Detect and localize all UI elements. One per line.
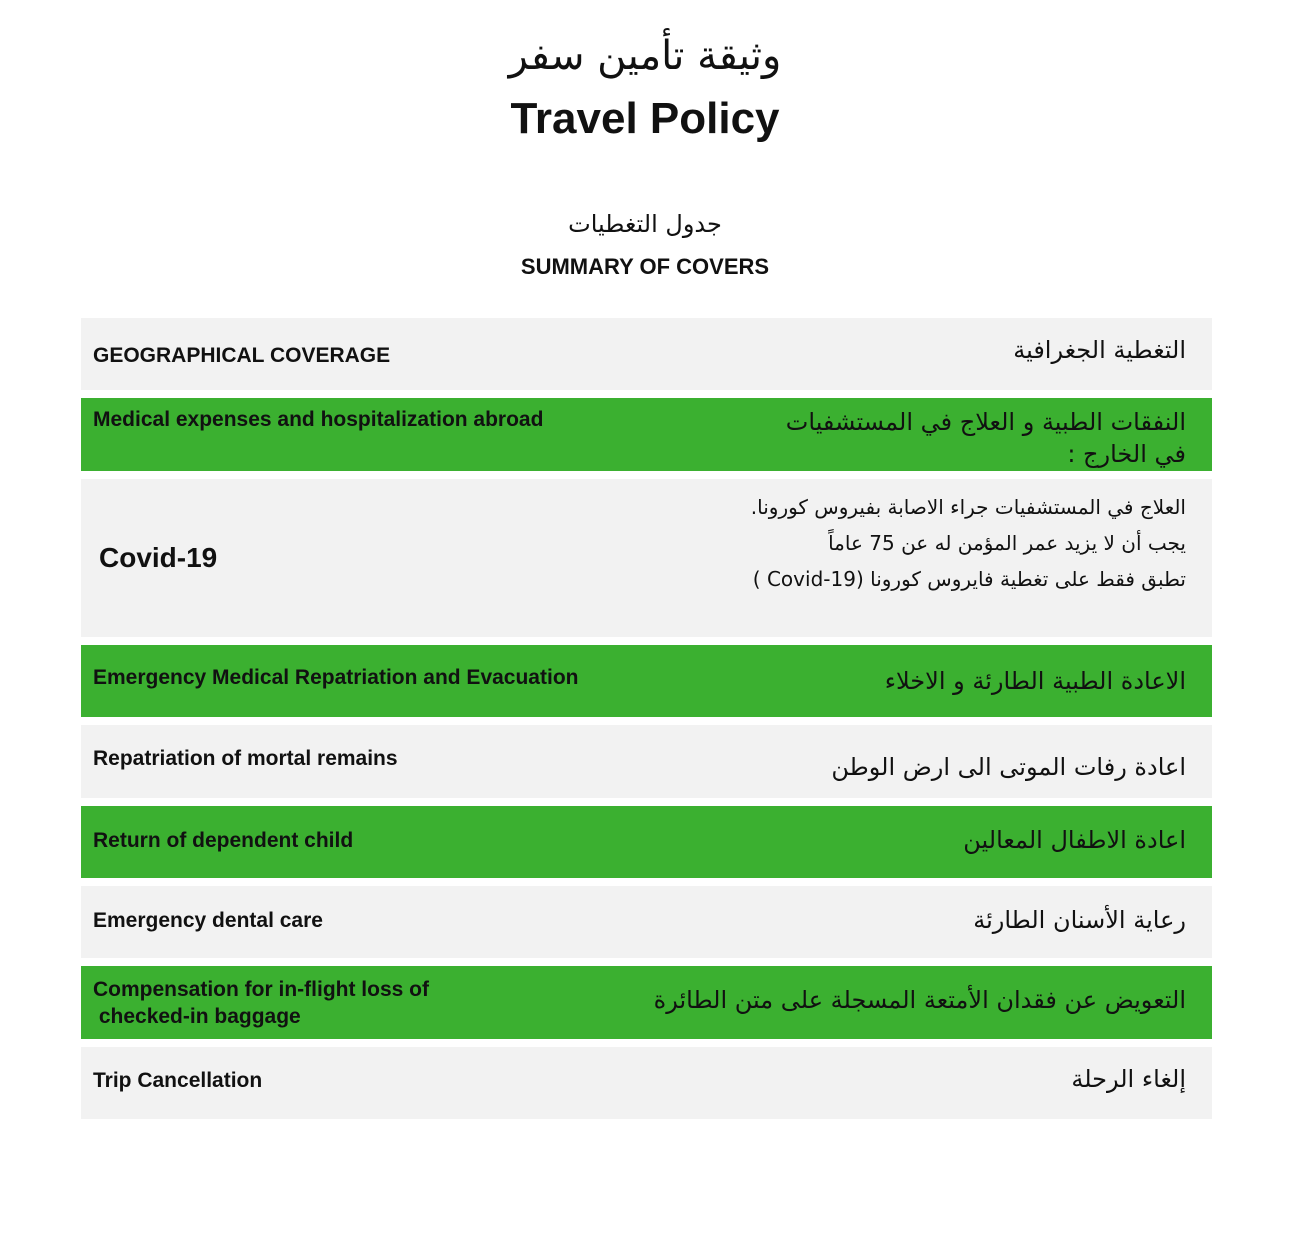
row-label-ar: التعويض عن فقدان الأمتعة المسجلة على متن الطائرة [653,986,1186,1014]
row-label-en: GEOGRAPHICAL COVERAGE [93,344,391,367]
detail-line: العلاج في المستشفيات جراء الاصابة بفيروس كورونا. [750,495,1186,519]
row-label-ar: الاعادة الطبية الطارئة و الاخلاء [884,667,1186,695]
row-label-en-line: checked-in baggage [93,1005,301,1028]
row-label-ar [786,406,1186,470]
row-medical-expenses [81,398,1212,471]
title-english: Travel Policy [510,94,780,143]
row-emergency-repatriation [81,645,1212,717]
row-label-ar: إلغاء الرحلة [1071,1065,1186,1093]
row-label-en: Repatriation of mortal remains [93,747,398,770]
detail-line: يجب أن لا يزيد عمر المؤمن له عن 75 عاماً [828,531,1186,555]
row-details-ar [751,489,1186,597]
row-label-en: Trip Cancellation [93,1069,263,1092]
row-dependent-child [81,806,1212,878]
subtitle-english: SUMMARY OF COVERS [520,254,770,279]
row-label-en: Return of dependent child [93,829,354,852]
row-label-ar: اعادة الاطفال المعالين [963,826,1186,854]
row-covid-19 [81,479,1212,637]
title-arabic: وثيقة تأمين سفر [508,33,782,79]
row-label-en: Medical expenses and hospitalization abroad [93,408,544,431]
row-label-en: Emergency Medical Repatriation and Evacuation [93,666,579,689]
row-label-en: Covid-19 [99,542,218,573]
row-label-en: Emergency dental care [93,909,323,932]
subtitle-arabic: جدول التغطيات [568,210,722,238]
row-label-ar: التغطية الجغرافية [1013,336,1186,364]
row-label-en [93,976,429,1030]
row-geographical-coverage [81,318,1212,390]
row-label-ar-line: النفقات الطبية و العلاج في المستشفيات [785,408,1186,436]
row-mortal-remains [81,725,1212,798]
row-label-en-line: Compensation for in-flight loss of [93,978,429,1001]
row-label-ar-line: في الخارج : [1067,440,1186,468]
row-trip-cancellation [81,1047,1212,1119]
row-label-ar: رعاية الأسنان الطارئة [973,906,1186,934]
row-baggage-loss [81,966,1212,1039]
row-label-ar: اعادة رفات الموتى الى ارض الوطن [831,753,1186,781]
row-dental-care [81,886,1212,958]
detail-line: تطبق فقط على تغطية فايروس كورونا (Covid-19 ) [752,567,1186,591]
